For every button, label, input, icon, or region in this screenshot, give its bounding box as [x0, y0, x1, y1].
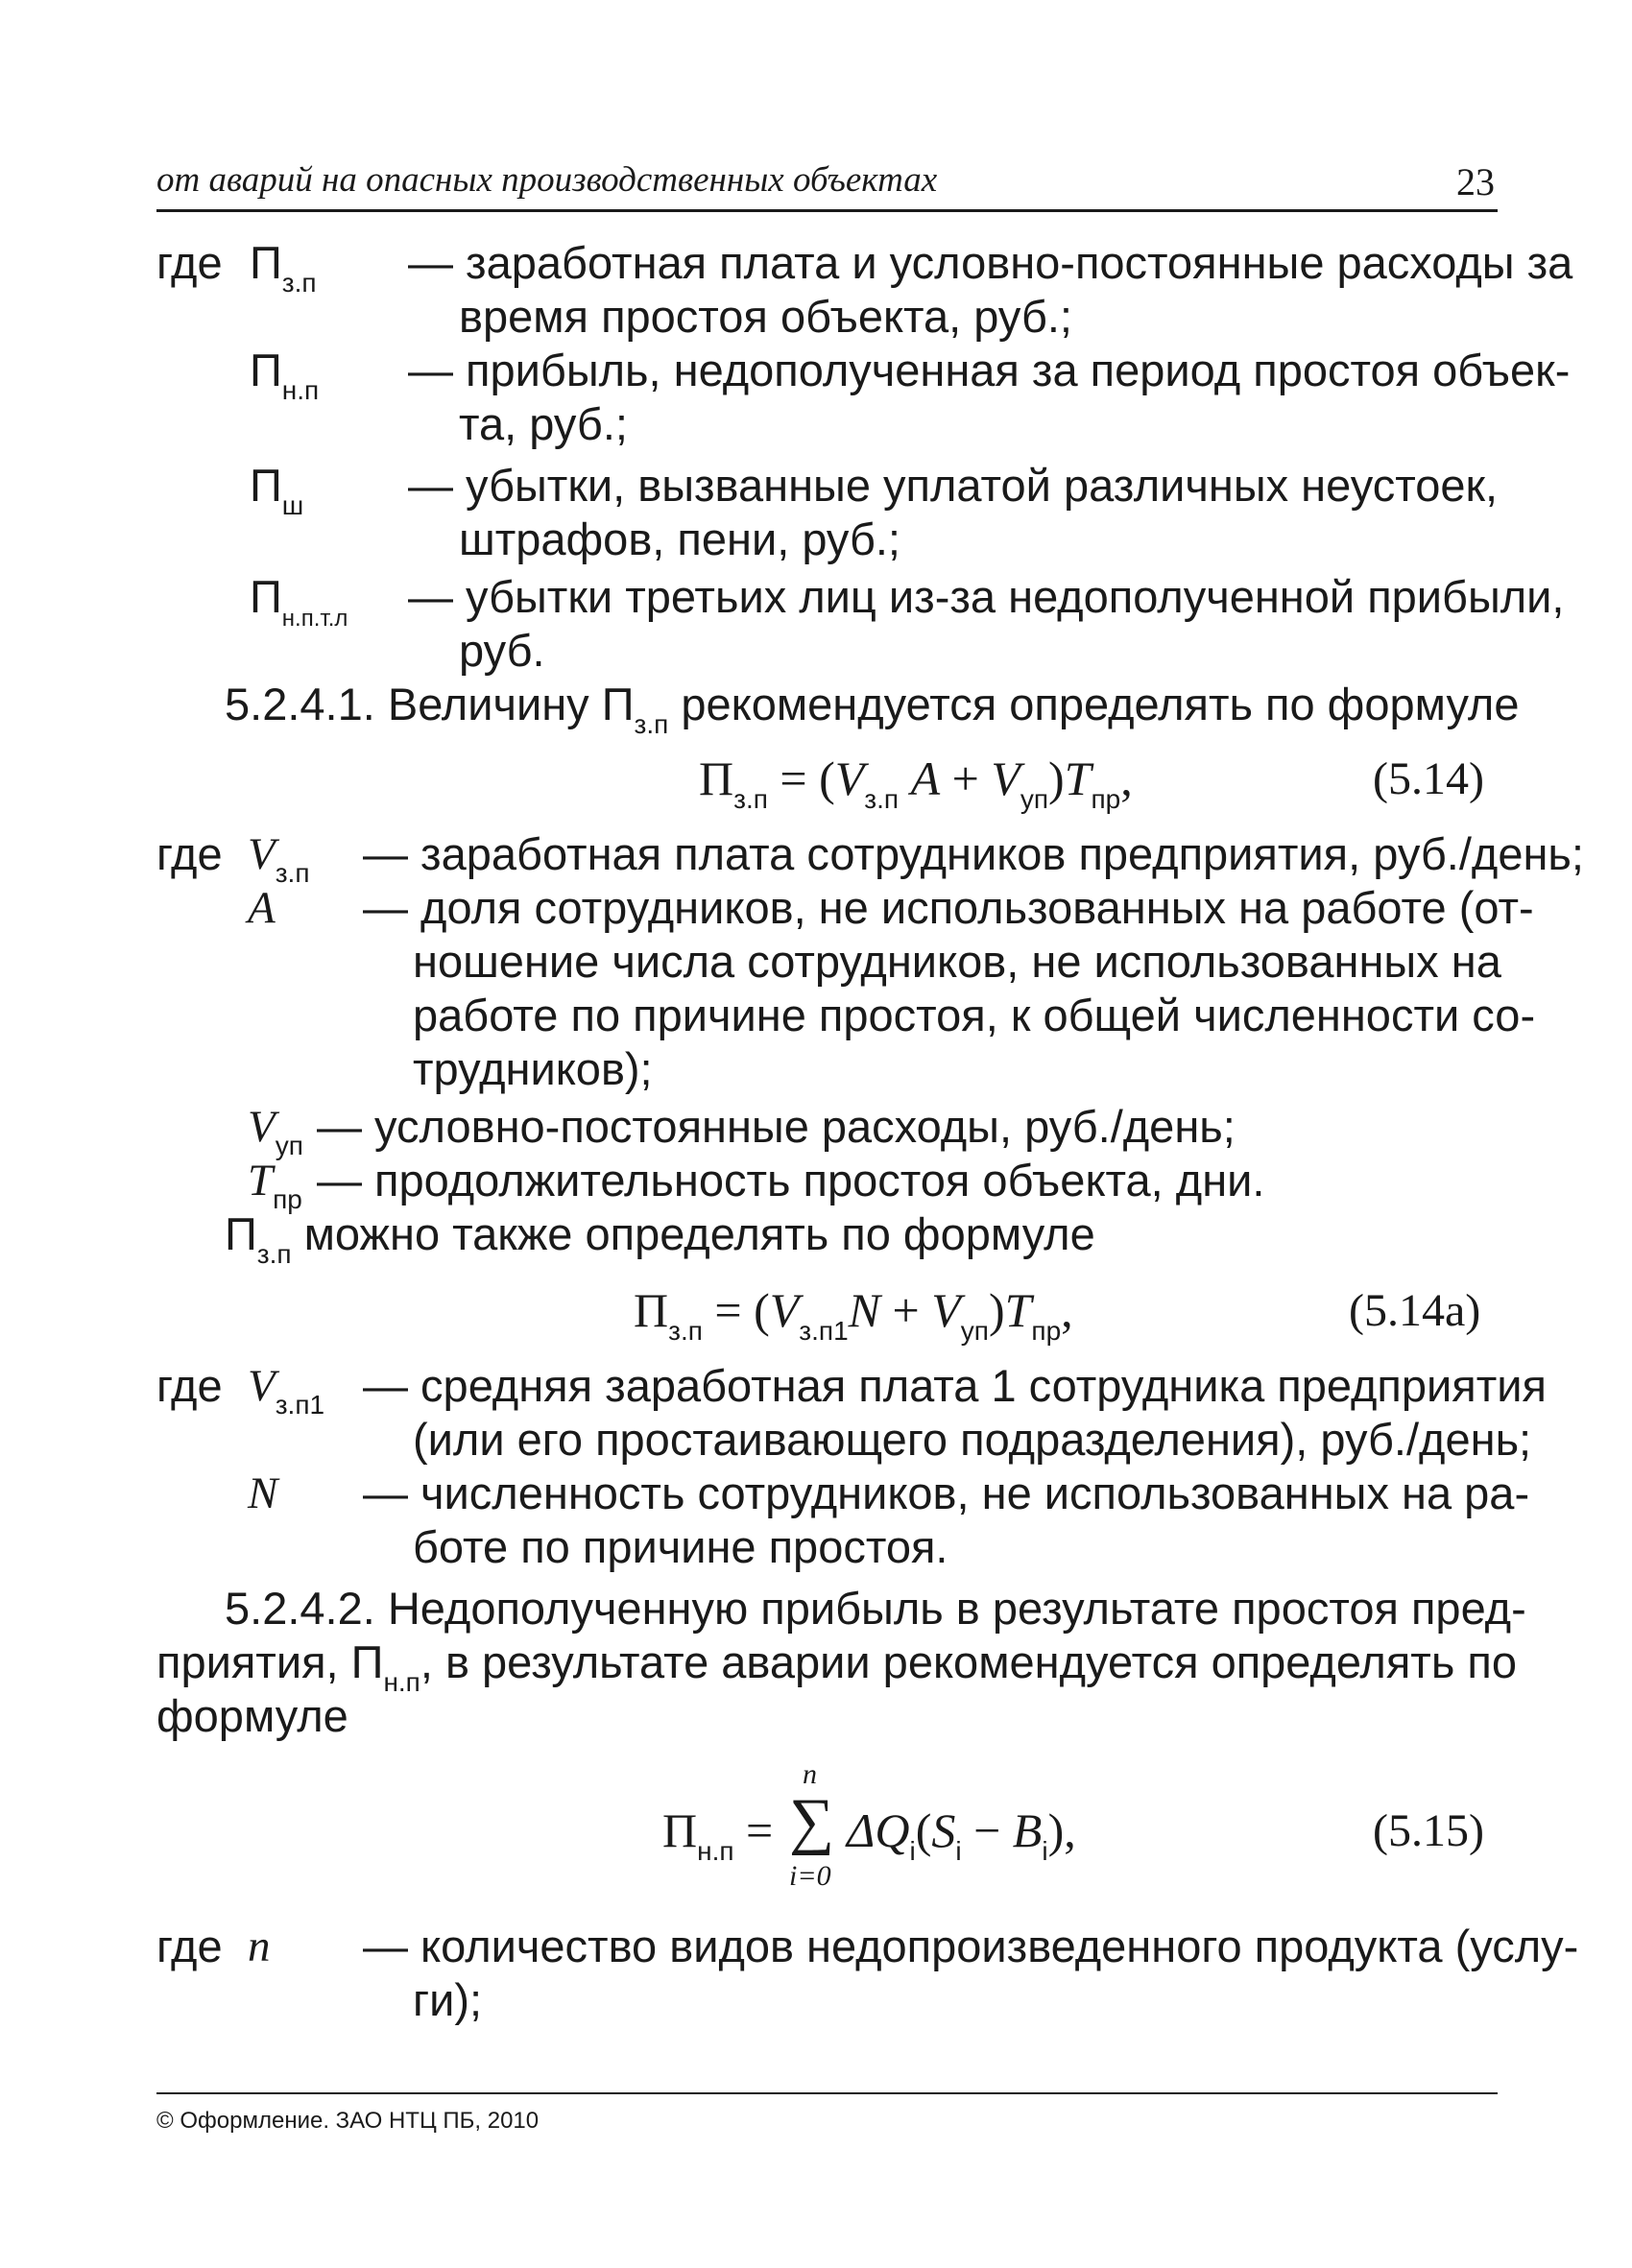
symbol-P-zp: $П_{з.п}$ — [250, 237, 317, 298]
sum-lower-limit: i=0 — [789, 1860, 831, 1892]
definition-line: — условно-постоянные расходы, руб./день; — [317, 1101, 1236, 1152]
where-label: где — [156, 1360, 223, 1411]
formula-5-14: $П_{з.п} = (V_{з.п}$ $A + V_{уп})T_{пр}$, — [699, 752, 1133, 814]
definition-line: — заработная плата сотрудников предприятия, руб./день; — [363, 828, 1584, 879]
definition-line: руб. — [459, 625, 545, 676]
symbol-V-zp1: $V_{з.п1}$ — [248, 1361, 325, 1420]
paragraph-pzp-alt: $П_{з.п}$ можно также определять по формуле — [225, 1208, 1095, 1269]
sum-upper-limit: n — [803, 1758, 817, 1790]
definition-line: — средняя заработная плата 1 сотрудника предприятия — [363, 1360, 1547, 1411]
symbol-N: N — [248, 1468, 278, 1518]
footer-rule — [156, 2092, 1498, 2094]
paragraph-5-2-4-2-line2: приятия, $П_{н.п}$, в результате аварии рекомендуется определять по — [156, 1636, 1517, 1697]
running-title: от аварий на опасных производственных объектах — [156, 160, 938, 200]
where-label: где — [156, 1921, 223, 1971]
sum-sign: ∑ — [789, 1786, 835, 1856]
formula-number: (5.15) — [1373, 1805, 1484, 1856]
symbol-T-pr: $T_{пр}$ — [248, 1156, 302, 1214]
definition-line: — количество видов недопроизведенного продукта (услу- — [363, 1921, 1579, 1971]
definition-line: ношение числа сотрудников, не использованных на — [413, 936, 1501, 987]
header-rule — [156, 209, 1498, 212]
paragraph-5-2-4-2-line3: формуле — [156, 1690, 348, 1741]
where-label: где — [156, 828, 223, 879]
formula-number: (5.14) — [1373, 753, 1484, 804]
formula-5-14a: $П_{з.п} = (V_{з.п1}N + V_{уп})T_{пр}$, — [634, 1283, 1073, 1346]
formula-lhs: $П_{н.п}$ = — [662, 1803, 774, 1866]
definition-line: — прибыль, недополученная за период простоя объек- — [408, 345, 1571, 395]
symbol-V-zp: $V_{з.п}$ — [248, 829, 310, 888]
definition-line: (или его простаивающего подразделения), руб./день; — [413, 1414, 1532, 1465]
symbol-P-sh: $П_ш$ — [250, 460, 304, 520]
definition-line: та, руб.; — [459, 398, 628, 449]
formula-number: (5.14а) — [1349, 1285, 1481, 1336]
definition-line: — продолжительность простоя объекта, дни. — [317, 1155, 1265, 1206]
definition-line: ги); — [413, 1974, 483, 2025]
definition-line: работе по причине простоя, к общей численности со- — [413, 990, 1536, 1040]
paragraph-5-2-4-1: 5.2.4.1. Величину $П_{з.п}$ рекомендуется определять по формуле — [225, 679, 1520, 739]
definition-line: время простоя объекта, руб.; — [459, 291, 1072, 342]
definition-line: — доля сотрудников, не использованных на работе (от- — [363, 882, 1534, 933]
symbol-A: A — [248, 883, 276, 933]
definition-line: — убытки, вызванные уплатой различных неустоек, — [408, 460, 1499, 511]
paragraph-5-2-4-2-line1: 5.2.4.2. Недополученную прибыль в результате простоя пред- — [225, 1583, 1526, 1634]
symbol-P-nptl: $П_{н.п.т.л}$ — [250, 571, 348, 632]
copyright-footer: © Оформление. ЗАО НТЦ ПБ, 2010 — [156, 2108, 540, 2134]
symbol-n: n — [248, 1922, 271, 1971]
symbol-V-up: $V_{уп}$ — [248, 1102, 303, 1160]
definition-line: боте по причине простоя. — [413, 1521, 948, 1572]
where-label: где — [156, 237, 223, 288]
definition-line: — убытки третьих лиц из-за недополученной прибыли, — [408, 571, 1565, 622]
definition-line: — численность сотрудников, не использованных на ра- — [363, 1468, 1530, 1518]
definition-line: штрафов, пени, руб.; — [459, 513, 900, 564]
symbol-P-np: $П_{н.п}$ — [250, 345, 320, 405]
definition-line: трудников); — [413, 1043, 653, 1094]
page-number: 23 — [1456, 160, 1495, 203]
formula-rhs: $\Delta Q_i(S_i - B_i)$, — [847, 1803, 1076, 1866]
definition-line: — заработная плата и условно-постоянные расходы за — [408, 237, 1573, 288]
